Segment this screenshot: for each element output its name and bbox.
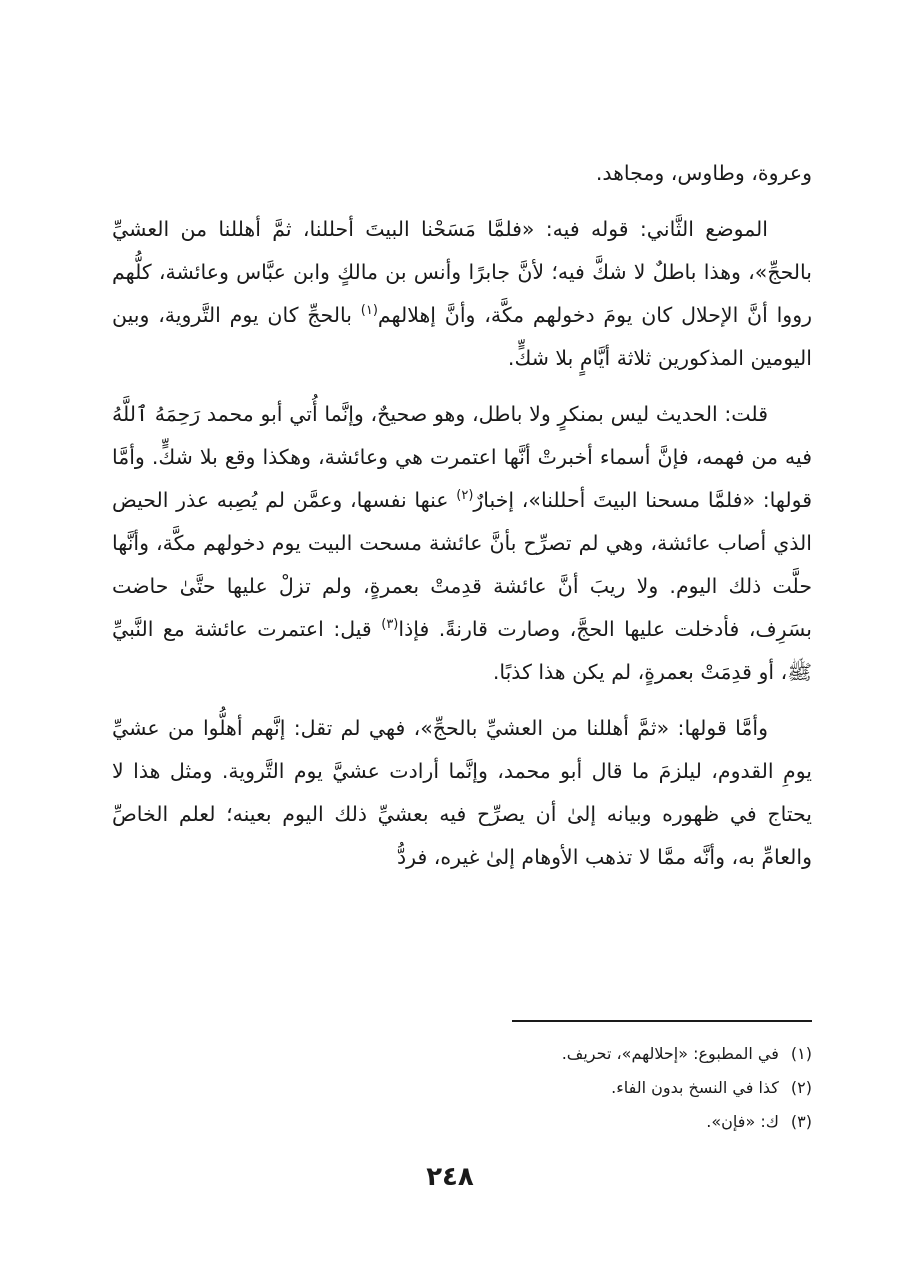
paragraph-1-text: الموضع الثَّاني: قوله فيه: «فلمَّا مَسَحْنا البيتَ أحللنا، ثمَّ أهللنا من العشيِّ بالحجِّ»، وهذا باطلٌ لا شكَّ فيه؛ لأنَّ جابرًا وأنس بن مالكٍ وابن عبَّاس وعائشة، كلُّهم رووا أنَّ الإحلال كان يومَ دخولهم مكَّة، وأنَّ إهلالهم: [112, 217, 812, 327]
footnote-number: (٢): [790, 1078, 812, 1097]
footnote-ref-3: (٣): [381, 617, 399, 633]
footnote-ref-1: (١): [360, 303, 378, 319]
paragraph-intro: [112, 152, 812, 195]
footnote-2: [112, 1071, 812, 1105]
paragraph-2-rest: قيل: اعتمرت عائشة مع النَّبيِّ ﷺ، أو قدِمَتْ بعمرةٍ، لم يكن هذا كذبًا.: [112, 617, 812, 684]
paragraph-2: [112, 393, 812, 694]
paragraph-1: [112, 208, 812, 380]
footnote-text: في المطبوع: «إحلالهم»، تحريف.: [561, 1044, 779, 1063]
footnote-text: ك: «فإن».: [706, 1112, 779, 1131]
footnotes: [112, 1037, 812, 1139]
footnote-number: (٣): [790, 1112, 812, 1131]
footnote-separator: [512, 1020, 812, 1022]
page-number: ٢٤٨: [426, 1162, 474, 1192]
footnote-1: [112, 1037, 812, 1071]
intro-line: وعروة، وطاوس، ومجاهد.: [595, 161, 812, 185]
footnote-text: كذا في النسخ بدون الفاء.: [611, 1078, 779, 1097]
footnote-number: (١): [790, 1044, 812, 1063]
paragraph-3: [112, 707, 812, 879]
paragraph-2-text: قلت: الحديث ليس بمنكرٍ ولا باطل، وهو صحيحٌ، وإنَّما أُتي أبو محمد رَحِمَهُ ٱللَّهُ فيه من فهمه، فإنَّ أسماء أخبرتْ أنَّها اعتمرت هي وعائشة، وهكذا وقع بلا شكٍّ. وأمَّا قولها: «فلمَّا مسحنا البيتَ أحللنا»، إخبارٌ: [112, 402, 812, 512]
footnote-ref-2: (٢): [456, 488, 474, 504]
paragraph-1-rest: بالحجِّ كان يوم التَّروية، وبين اليومين المذكورين ثلاثة أيَّامٍ بلا شكٍّ.: [112, 303, 812, 370]
footnote-3: [112, 1105, 812, 1139]
paragraph-3-text: وأمَّا قولها: «ثمَّ أهللنا من العشيِّ بالحجِّ»، فهي لم تقل: إنَّهم أهلُّوا من عشيِّ يومِ القدوم، ليلزمَ ما قال أبو محمد، وإنَّما أرادت عشيَّ يوم التَّروية. ومثل هذا لا يحتاج في ظهوره وبيانه إلىٰ أن يصرِّح فيه بعشيِّ ذلك اليوم بعينه؛ لعلم الخاصِّ والعامِّ به، وأنَّه ممَّا لا تذهب الأوهام إلىٰ غيره، فردُّ: [112, 716, 812, 869]
main-text: [112, 152, 812, 879]
paragraph-2-mid: عنها نفسها، وعمَّن لم يُصِبه عذر الحيض الذي أصاب عائشة، وهي لم تصرِّح بأنَّ عائشة مسحت البيت يوم دخولهم مكَّة، وأنَّها حلَّت ذلك اليوم. ولا ريبَ أنَّ عائشة قدِمتْ بعمرةٍ، ولم تزلْ عليها حتَّىٰ حاضت بسَرِف، فأدخلت عليها الحجَّ، وصارت قارنةً. فإذا: [112, 488, 812, 641]
